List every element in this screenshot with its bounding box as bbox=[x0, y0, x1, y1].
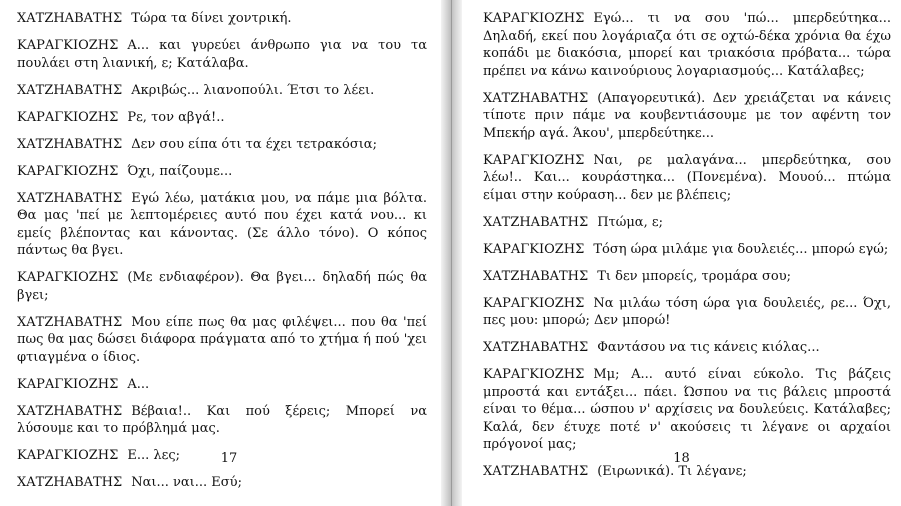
dialogue-line bbox=[17, 37, 427, 72]
dialogue-line bbox=[17, 403, 427, 438]
speaker-name: ΚΑΡΑΓΚΙΟΖΗΣ bbox=[17, 109, 119, 125]
dialogue-line bbox=[17, 269, 427, 304]
speaker-name: ΧΑΤΖΗΑΒΑΤΗΣ bbox=[483, 214, 589, 230]
speaker-name: ΚΑΡΑΓΚΙΟΖΗΣ bbox=[483, 295, 585, 311]
gutter-divider bbox=[451, 0, 452, 506]
dialogue-text: Ναι... ναι... Εσύ; bbox=[131, 475, 242, 490]
speaker-name: ΚΑΡΑΓΚΙΟΖΗΣ bbox=[17, 270, 119, 285]
speaker-name: ΧΑΤΖΗΑΒΑΤΗΣ bbox=[483, 90, 589, 106]
dialogue-line bbox=[17, 474, 427, 492]
dialogue-line bbox=[483, 268, 891, 286]
dialogue-line bbox=[17, 314, 427, 367]
dialogue-text: Πτώμα, ε; bbox=[597, 214, 663, 230]
dialogue-text: Α... bbox=[127, 376, 150, 392]
dialogue-text: Ρε, τον αβγά!.. bbox=[127, 109, 225, 125]
speaker-name: ΧΑΤΖΗΑΒΑΤΗΣ bbox=[483, 268, 589, 284]
dialogue-text: Τόση ώρα μιλάμε για δουλειές... μπορώ εγώ; bbox=[593, 241, 889, 257]
speaker-name: ΧΑΤΖΗΑΒΑΤΗΣ bbox=[483, 464, 589, 479]
speaker-name: ΧΑΤΖΗΑΒΑΤΗΣ bbox=[17, 82, 123, 98]
right-page bbox=[462, 0, 901, 506]
dialogue-line bbox=[17, 136, 427, 154]
speaker-name: ΚΑΡΑΓΚΙΟΖΗΣ bbox=[17, 448, 119, 463]
speaker-name: ΚΑΡΑΓΚΙΟΖΗΣ bbox=[17, 376, 119, 392]
speaker-name: ΚΑΡΑΓΚΙΟΖΗΣ bbox=[483, 367, 585, 382]
dialogue-line bbox=[483, 152, 891, 205]
dialogue-text: Βέβαια!.. Και πού ξέρεις; Μπορεί να λύσουμε και το πρόβλημά μας. bbox=[17, 403, 427, 436]
dialogue-line bbox=[483, 10, 891, 80]
dialogue-line bbox=[483, 90, 891, 143]
page-number: 18 bbox=[673, 451, 690, 466]
left-page bbox=[0, 0, 441, 506]
dialogue-text: Μμ; Α... αυτό είναι εύκολο. Τις βάζεις μπροστά και εντάξει... πάει. Ώσπου να τις βάλεις μπροστά είναι το θέμα... ώσπου ν' αρχίσεις να δουλεύεις. Κατάλαβες; Καλά, δεν έτυχε ποτέ ν' ακούσεις τι λέγανε οι αρχαίοι πρόγονοί μας; bbox=[483, 367, 891, 452]
dialogue-line bbox=[483, 366, 891, 454]
dialogue-text: Ναι, ρε μαλαγάνα... μπερδεύτηκα, σου λέω!.. Και... κουράστηκα... (Πονεμένα). Μουού... πτώμα είμαι στην κούραση... δεν με βλέπεις; bbox=[483, 152, 891, 203]
dialogue-text: Όχι, παίζουμε... bbox=[127, 163, 233, 179]
dialogue-line bbox=[17, 109, 427, 127]
dialogue-line bbox=[483, 241, 891, 259]
dialogue-text: Ακριβώς... λιανοπούλι. Έτσι το λέει. bbox=[131, 82, 375, 98]
speaker-name: ΚΑΡΑΓΚΙΟΖΗΣ bbox=[483, 241, 585, 257]
dialogue-text: Ε... λες; bbox=[127, 448, 180, 463]
dialogue-line bbox=[17, 10, 427, 28]
dialogue-text: (Απαγορευτικά). Δεν χρειάζεται να κάνεις τίποτε πριν πάμε να κουβεντιάσουμε με τον αφέντη τον Μπεκήρ αγά. Άκου', μπερδεύτηκε... bbox=[483, 90, 891, 141]
dialogue-text: (Με ενδιαφέρον). Θα βγει... δηλαδή πώς θα βγει; bbox=[17, 270, 427, 303]
speaker-name: ΚΑΡΑΓΚΙΟΖΗΣ bbox=[17, 38, 119, 53]
dialogue-text: Τι δεν μπορείς, τρομάρα σου; bbox=[597, 268, 791, 284]
speaker-name: ΚΑΡΑΓΚΙΟΖΗΣ bbox=[17, 163, 119, 179]
dialogue-line bbox=[17, 163, 427, 181]
speaker-name: ΧΑΤΖΗΑΒΑΤΗΣ bbox=[483, 340, 589, 355]
dialogue-text: Μου είπε πως θα μας φιλέψει... που θα 'πεί πως θα μας δώσει διάφορα πράγματα από το χτήμα ή πού 'χει φτιαγμένα ο ίδιος. bbox=[17, 314, 427, 365]
dialogue-line bbox=[483, 295, 891, 330]
speaker-name: ΧΑΤΖΗΑΒΑΤΗΣ bbox=[17, 136, 123, 152]
dialogue-text: Φαντάσου να τις κάνεις κιόλας... bbox=[597, 340, 820, 355]
dialogue-text: Εγώ λέω, ματάκια μου, να πάμε μια βόλτα. Θα μας 'πεί με λεπτομέρειες αυτό που έχει κατά νου... κι εμείς βλέποντας και κάνοντας. (Σε άλλο τόνο). Ο κόπος πάντως θα βγει. bbox=[17, 190, 427, 258]
dialogue-line bbox=[17, 190, 427, 260]
speaker-name: ΧΑΤΖΗΑΒΑΤΗΣ bbox=[17, 190, 123, 206]
speaker-name: ΧΑΤΖΗΑΒΑΤΗΣ bbox=[17, 314, 123, 330]
dialogue-text: Τώρα τα δίνει χοντρική. bbox=[131, 11, 292, 26]
dialogue-text: (Ειρωνικά). Τι λέγανε; bbox=[597, 464, 747, 479]
speaker-name: ΧΑΤΖΗΑΒΑΤΗΣ bbox=[17, 403, 123, 419]
dialogue-line bbox=[17, 82, 427, 100]
dialogue-text: Α... και γυρεύει άνθρωπο για να του τα πουλάει στη λιανική, ε; Κατάλαβα. bbox=[17, 38, 427, 71]
speaker-name: ΧΑΤΖΗΑΒΑΤΗΣ bbox=[17, 11, 123, 26]
dialogue-text: Εγώ... τι να σου 'πώ... μπερδεύτηκα... Δηλαδή, εκεί που λογάριαζα ότι σε οχτώ-δέκα χρόνια θα έχω κοπάδι με διακόσια, μπορεί και τριακόσια πρόβατα... τώρα πρέπει να κάνω καινούριους λογαριασμούς... Κατάλαβες; bbox=[483, 11, 891, 79]
page-number: 17 bbox=[220, 451, 238, 466]
speaker-name: ΚΑΡΑΓΚΙΟΖΗΣ bbox=[483, 152, 585, 168]
dialogue-text: Να μιλάω τόση ώρα για δουλειές, ρε... Όχι, πες μου: μπορώ; Δεν μπορώ! bbox=[483, 295, 891, 328]
speaker-name: ΚΑΡΑΓΚΙΟΖΗΣ bbox=[483, 11, 585, 26]
dialogue-line bbox=[17, 376, 427, 394]
dialogue-line bbox=[483, 339, 891, 357]
dialogue-text: Δεν σου είπα ότι τα έχει τετρακόσια; bbox=[131, 136, 377, 152]
dialogue-line bbox=[483, 214, 891, 232]
speaker-name: ΧΑΤΖΗΑΒΑΤΗΣ bbox=[17, 475, 123, 490]
